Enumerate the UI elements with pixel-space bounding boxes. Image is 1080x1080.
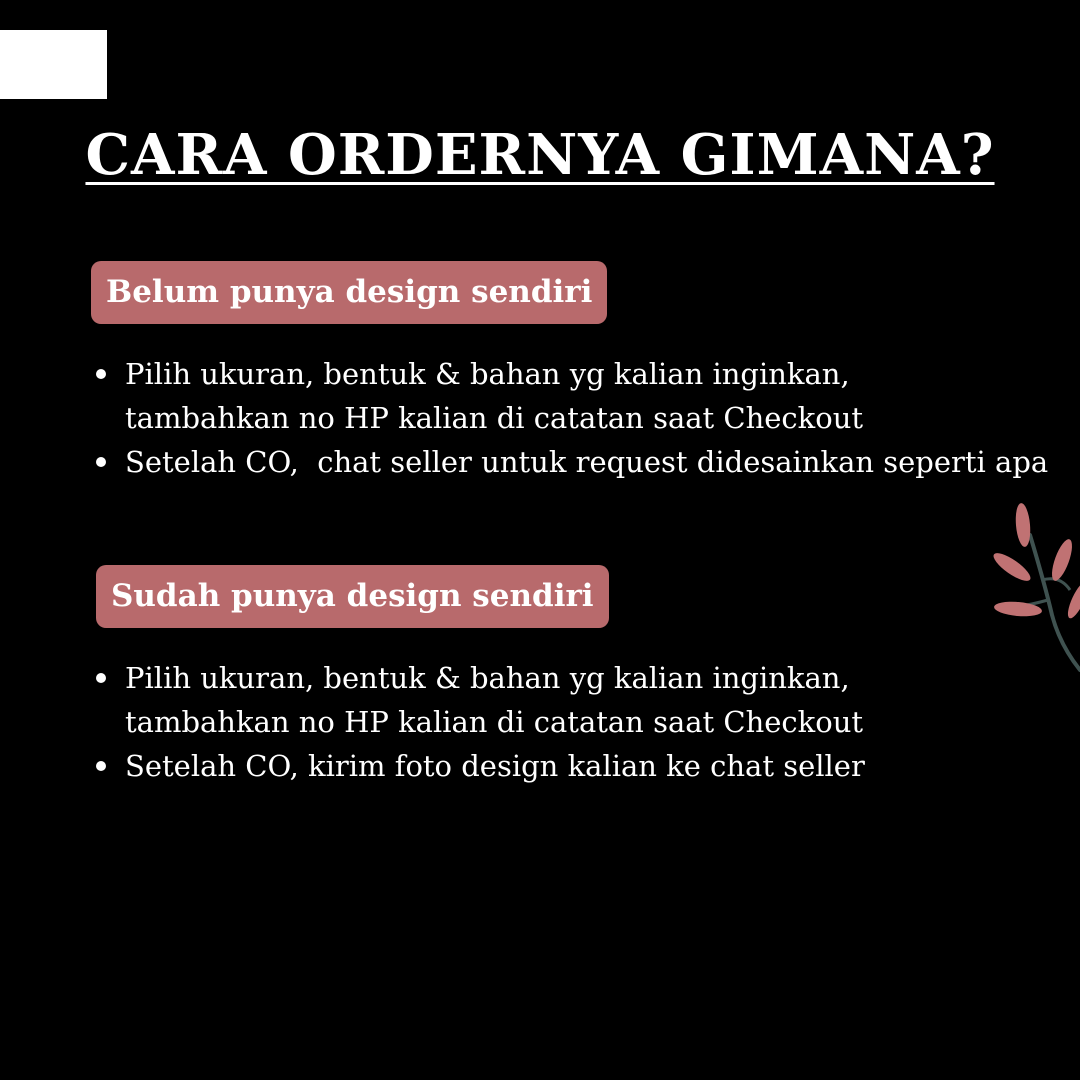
page-title <box>0 122 1080 188</box>
section-heading-no-design: Belum punya design sendiri <box>91 261 607 324</box>
bullet-icon <box>96 761 106 771</box>
list-item-text: Pilih ukuran, bentuk & bahan yg kalian inginkan, tambahkan no HP kalian di catatan saat Checkout <box>125 661 864 739</box>
list-item-text: Setelah CO, chat seller untuk request didesainkan seperti apa <box>125 445 1049 479</box>
bullet-list-has-design <box>96 656 996 788</box>
list-item <box>96 744 996 788</box>
bullet-icon <box>96 673 106 683</box>
leaf-branch-icon <box>990 495 1080 675</box>
bullet-list-no-design <box>96 352 1049 484</box>
bullet-icon <box>96 457 106 467</box>
list-item-text: Pilih ukuran, bentuk & bahan yg kalian inginkan, tambahkan no HP kalian di catatan saat Checkout <box>125 357 864 435</box>
bullet-icon <box>96 369 106 379</box>
list-item <box>96 440 1049 484</box>
list-item-text: Setelah CO, kirim foto design kalian ke chat seller <box>125 749 865 783</box>
list-item <box>96 656 996 744</box>
page-title-text: CARA ORDERNYA GIMANA? <box>85 122 995 188</box>
list-item <box>96 352 996 440</box>
corner-white-block <box>0 30 107 99</box>
section-heading-has-design: Sudah punya design sendiri <box>96 565 609 628</box>
